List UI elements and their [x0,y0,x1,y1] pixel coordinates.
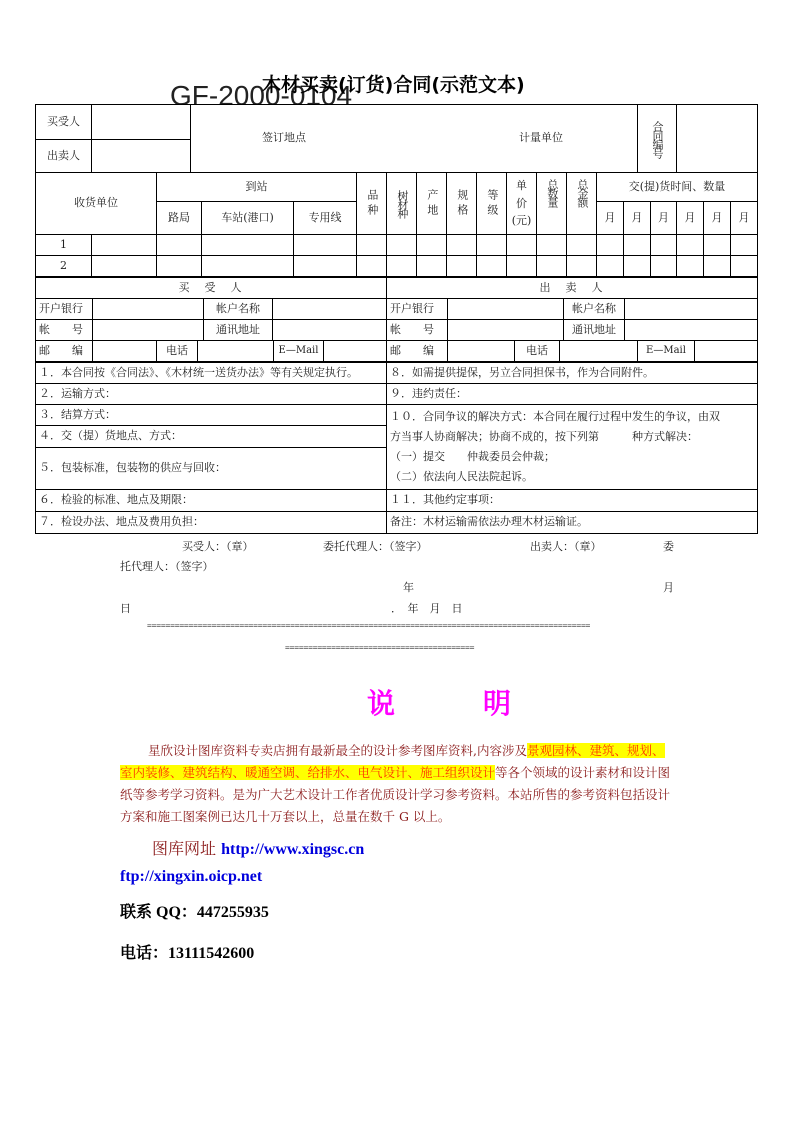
buyer-email-label: E—Mail [273,340,324,362]
goods-cell[interactable] [91,255,157,277]
buyer-label: 买受人 [35,104,92,140]
term-4: ４．交（提）货地点、方式： [35,425,387,448]
buyer-agent-label: 委托代理人：（签字） [323,540,428,553]
month-label: 月 [663,581,674,594]
buyer-account-no-label: 帐 号 [35,319,93,341]
goods-cell[interactable] [156,255,202,277]
seller-agent-label-start: 委 [663,540,674,553]
buyer-email-field[interactable] [323,340,387,362]
seller-account-name-label: 帐户名称 [563,298,625,320]
month-label: 月 [730,201,758,235]
goods-cell[interactable] [386,234,417,256]
goods-cell[interactable] [566,234,597,256]
qq-number: 447255935 [196,904,269,921]
seller-email-field[interactable] [694,340,758,362]
goods-cell[interactable] [201,234,294,256]
seller-account-no-field[interactable] [447,319,564,341]
seller-section-header: 出 卖 人 [386,277,758,299]
month-label: 月 [676,201,704,235]
goods-cell[interactable] [506,255,537,277]
goods-cell[interactable] [386,255,417,277]
seller-address-label: 通讯地址 [563,319,625,341]
term-6: ６．检验的标准、地点及期限： [35,489,387,512]
buyer-phone-label: 电话 [156,340,198,362]
goods-cell[interactable] [293,255,357,277]
goods-cell[interactable] [730,234,758,256]
delivery-label: 交(提)货时间、数量 [596,172,758,202]
month-label: 月 [596,201,624,235]
goods-cell[interactable] [446,234,477,256]
phone-line [120,940,254,963]
goods-cell[interactable] [156,234,202,256]
seller-seal-label: 出卖人：（章） [530,540,602,553]
goods-cell[interactable] [91,234,157,256]
species-label: 树材种 [386,172,417,235]
term-note: 备注：木材运输需依法办理木材运输证。 [386,511,758,534]
buyer-postcode-field[interactable] [92,340,157,362]
buyer-bank-field[interactable] [92,298,204,320]
buyer-address-label: 通讯地址 [203,319,273,341]
term-10: １０．合同争议的解决方式：本合同在履行过程中发生的争议，由双 方当事人协商解决；协商不成的，按下列第 种方式解决： （一）提交 仲裁委员会仲裁； （二）依法向人民法院起诉。 [386,404,758,490]
buyer-field[interactable] [91,104,191,140]
notice-paragraph: 星欣设计图库资料专卖店拥有最新最全的设计参考图库资料,内容涉及景观园林、建筑、规划、室内装修、建筑结构、暖通空调、给排水、电气设计、施工组织设计等各个领域的设计素材和设计图纸等参考学习资料。是为广大艺术设计工作者优质设计学习参考资料。本站所售的参考资料包括设计方案和施工图案例已达几十万套以上，总量在数千 G 以上。 [120,743,671,824]
grade-label: 等级 [476,172,507,235]
term-3: ３．结算方式： [35,404,387,426]
station-bureau-label: 路局 [156,201,202,235]
contract-no-field[interactable] [676,104,758,173]
buyer-address-field[interactable] [272,319,387,341]
day-label: 日 [120,602,131,615]
seller-field[interactable] [91,139,191,173]
qq-line [120,899,269,922]
goods-cell[interactable] [676,234,704,256]
unit-label: 计量单位 [519,131,563,145]
variety-label: 品种 [356,172,387,235]
goods-cell[interactable] [623,255,651,277]
phone-number: 13111542600 [168,945,255,962]
goods-cell[interactable] [536,255,567,277]
seller-postcode-label: 邮 编 [386,340,448,362]
buyer-seal-label: 买受人：（章） [182,540,254,553]
goods-cell[interactable] [446,255,477,277]
seller-account-name-field[interactable] [624,298,758,320]
month-label: 月 [703,201,731,235]
goods-cell[interactable] [293,234,357,256]
buyer-section-header: 买 受 人 [35,277,387,299]
ftp-link[interactable]: ftp://xingxin.oicp.net [120,868,263,885]
term-11: １１．其他约定事项： [386,489,758,512]
goods-cell[interactable] [703,255,731,277]
month-label: 月 [650,201,677,235]
sign-place-unit-cell [190,104,638,173]
term-1: １．本合同按《合同法》、《木材统一送货办法》等有关规定执行。 [35,362,387,384]
buyer-account-name-field[interactable] [272,298,387,320]
seller-bank-label: 开户银行 [386,298,448,320]
seller-label: 出卖人 [35,139,92,173]
website-link[interactable]: http://www.xingsc.cn [221,841,365,858]
goods-cell[interactable] [536,234,567,256]
goods-cell[interactable] [650,234,677,256]
goods-cell[interactable] [506,234,537,256]
notice-heading: 说 明 [367,687,542,720]
date-line: ． 年 月 日 [391,602,463,615]
station-label: 到站 [156,172,357,202]
term-7: ７．检设办法、地点及费用负担： [35,511,387,534]
buyer-account-no-field[interactable] [92,319,204,341]
spec-label: 规格 [446,172,477,235]
goods-cell[interactable] [650,255,677,277]
total-amount-label: 总金额 [566,172,597,235]
goods-cell[interactable] [596,255,624,277]
goods-cell[interactable] [356,255,387,277]
seller-phone-label: 电话 [514,340,560,362]
buyer-account-name-label: 帐户名称 [203,298,273,320]
term-9: ９．违约责任： [386,383,758,405]
separator-line-1: ================================================================================================ [147,621,591,630]
seller-email-label: E—Mail [637,340,695,362]
goods-cell[interactable] [416,255,447,277]
row-number: 1 [35,234,92,256]
library-line [152,836,364,859]
goods-cell[interactable] [476,255,507,277]
seller-postcode-field[interactable] [447,340,515,362]
term-5: ５．包装标准，包装物的供应与回收： [35,447,387,490]
goods-cell[interactable] [676,255,704,277]
seller-agent-label-rest: 托代理人：（签字） [120,560,214,573]
contract-no-label: 合同编号 [637,104,677,173]
goods-cell[interactable] [703,234,731,256]
year-label: 年 [403,581,414,594]
goods-cell[interactable] [623,234,651,256]
goods-cell[interactable] [356,234,387,256]
seller-address-field[interactable] [624,319,758,341]
separator-line-2: ========================================= [285,643,475,652]
station-siding-label: 专用线 [293,201,357,235]
month-label: 月 [623,201,651,235]
unit-price-label: 单 价 (元) [506,172,537,235]
station-port-label: 车站(港口) [201,201,294,235]
goods-cell[interactable] [596,234,624,256]
seller-phone-field[interactable] [559,340,638,362]
goods-cell[interactable] [416,234,447,256]
term-8: ８．如需提供提保，另立合同担保书，作为合同附件。 [386,362,758,384]
goods-cell[interactable] [566,255,597,277]
phone-label: 电话： [120,945,169,962]
highlighted-domains: 景观园林、建筑、规划、室内装修、建筑结构、暖通空调、给排水、电气设计、施工组织设计 [120,743,665,780]
contract-code-overlay: GF-2000-0104 [170,80,353,104]
goods-cell[interactable] [201,255,294,277]
library-label: 图库网址 [152,839,217,858]
sign-place-label: 签订地点 [262,131,306,145]
seller-bank-field[interactable] [447,298,564,320]
goods-cell[interactable] [730,255,758,277]
origin-label: 产地 [416,172,447,235]
qq-label: 联系 QQ： [120,904,197,921]
term-2: ２．运输方式： [35,383,387,405]
document-title: 木材买卖(订货)合同(示范文本) [262,74,525,96]
goods-cell[interactable] [476,234,507,256]
buyer-postcode-label: 邮 编 [35,340,93,362]
receiver-label: 收货单位 [35,172,157,235]
row-number: 2 [35,255,92,277]
seller-account-no-label: 帐 号 [386,319,448,341]
buyer-phone-field[interactable] [197,340,274,362]
buyer-bank-label: 开户银行 [35,298,93,320]
total-qty-label: 总数量 [536,172,567,235]
